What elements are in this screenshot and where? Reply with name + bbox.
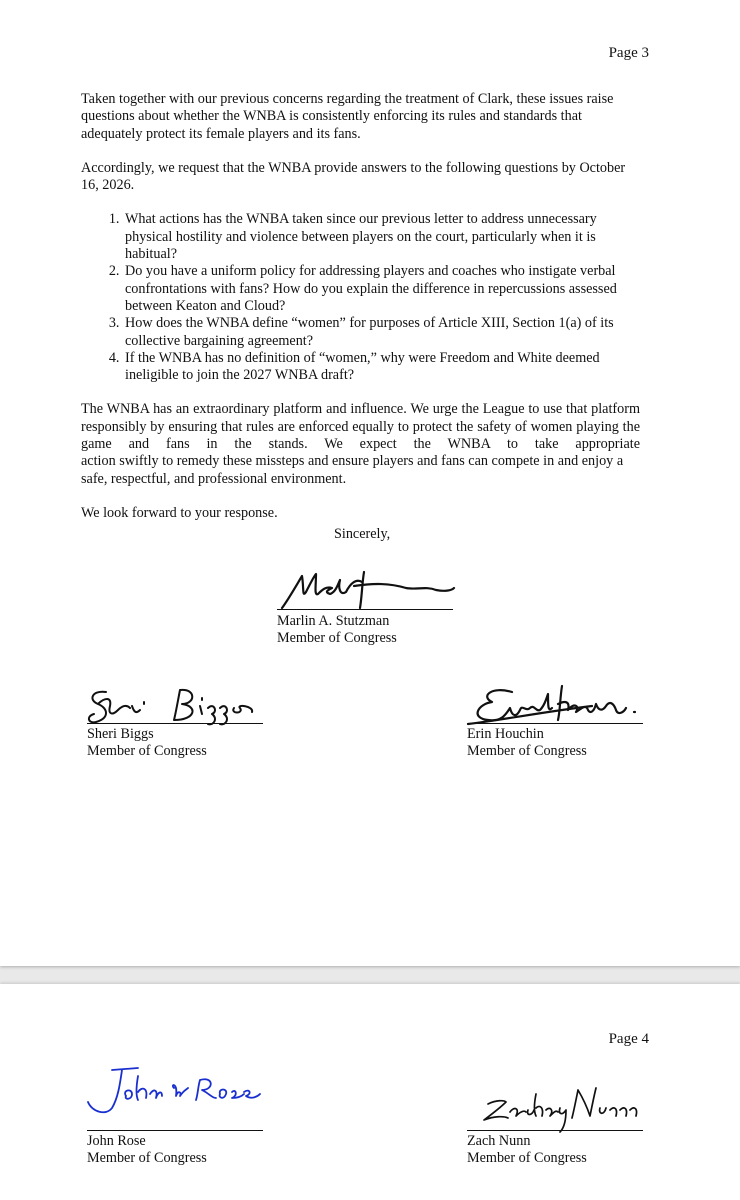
signature-line	[277, 609, 453, 610]
signer-title: Member of Congress	[467, 1150, 587, 1167]
signer-name: Zach Nunn	[467, 1133, 531, 1149]
question-item: 3. How does the WNBA define “women” for purposes of Article XIII, Section 1(a) of its collective bargaining agreement?	[123, 315, 640, 350]
paragraph-concerns: Taken together with our previous concerns regarding the treatment of Clark, these issues raise questions about whether the WNBA is consistently enforcing its rules and standards that adequately protect its female players and its fans.	[81, 91, 614, 142]
signer-name: Marlin A. Stutzman	[277, 613, 390, 629]
signature-line	[467, 723, 643, 724]
signer-name: Sheri Biggs	[87, 726, 154, 742]
paragraph-request: Accordingly, we request that the WNBA provide answers to the following questions by October 16, 2026.	[81, 159, 626, 194]
signer-block-houchin	[467, 726, 587, 761]
signer-block-biggs	[87, 726, 207, 761]
signature-line	[87, 1130, 263, 1131]
question-item: 2. Do you have a uniform policy for addressing players and coaches who instigate verbal confrontations with fans? How do you explain the difference in repercussions assessed between Keaton and Cloud?	[123, 263, 640, 315]
signer-title: Member of Congress	[467, 743, 587, 760]
questions-list	[81, 211, 640, 384]
paragraph-platform-line1: The WNBA has an extraordinary platform and influence. We urge the League to use that platform responsibly by ensuring that rules are enforced equally to protect the safety of women playing the game and fans in the stands. We expect the WNBA to take appropriate	[81, 401, 640, 453]
signature-line	[87, 723, 263, 724]
paragraph-platform-line2: action swiftly to remedy these missteps and ensure players and fans can compete in and enjoy a safe, respectful, and professional environment.	[81, 453, 624, 487]
sign-off: Sincerely,	[334, 526, 391, 542]
signature-line	[467, 1130, 643, 1131]
page-4	[0, 984, 740, 1200]
signer-name: John Rose	[87, 1133, 146, 1149]
signer-title: Member of Congress	[277, 630, 397, 647]
signature-rose	[82, 1062, 264, 1118]
letter-body	[81, 91, 640, 539]
signer-block-rose	[87, 1133, 207, 1168]
signer-block-stutzman	[277, 613, 397, 648]
page-number: Page 4	[608, 1031, 649, 1047]
signature-nunn	[470, 1080, 646, 1134]
page-number: Page 3	[608, 45, 649, 61]
question-item: 4. If the WNBA has no definition of “women,” why were Freedom and White deemed ineligible to join the 2027 WNBA draft?	[123, 350, 640, 385]
signer-title: Member of Congress	[87, 743, 207, 760]
question-item: 1. What actions has the WNBA taken since our previous letter to address unnecessary physical hostility and violence between players on the court, particularly when it is habitual?	[123, 211, 640, 263]
paragraph-look-forward: We look forward to your response.	[81, 504, 278, 521]
signer-title: Member of Congress	[87, 1150, 207, 1167]
signer-name: Erin Houchin	[467, 726, 544, 742]
signer-block-nunn	[467, 1133, 587, 1168]
paragraph-platform	[81, 401, 640, 487]
